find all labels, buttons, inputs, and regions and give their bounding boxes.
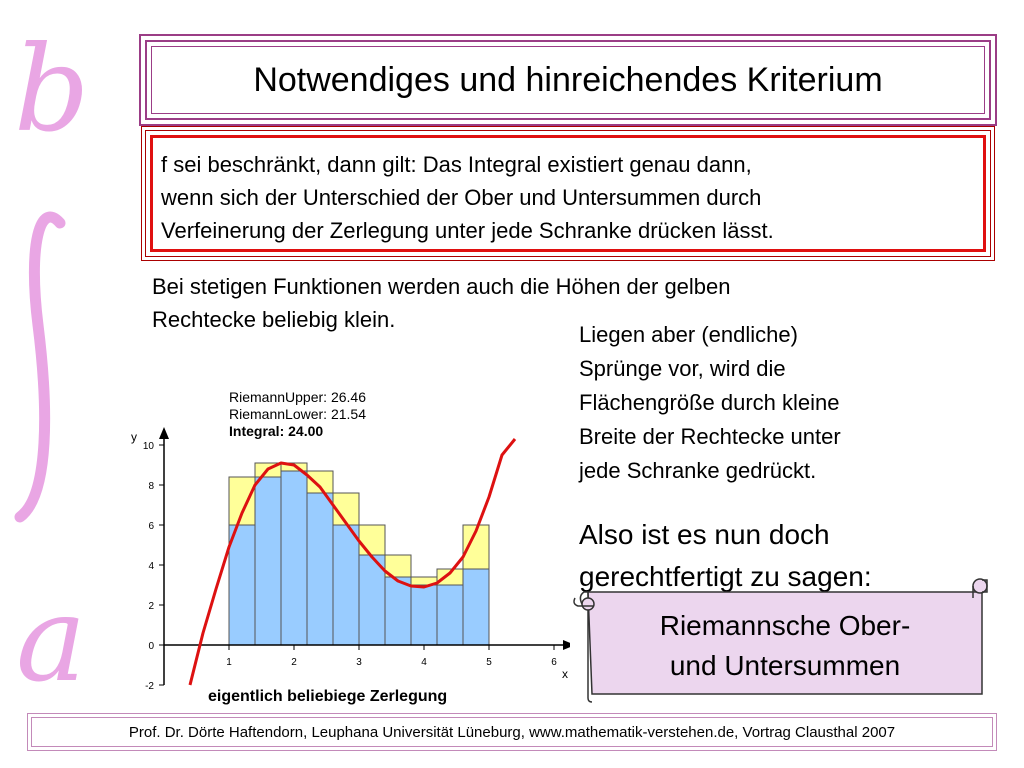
integral-label: Integral: — [229, 423, 285, 439]
lower-sum-bar — [385, 577, 411, 645]
scroll-line: und Untersummen — [669, 650, 901, 681]
lower-sum-bar — [255, 477, 281, 645]
lower-sum-bar — [437, 585, 463, 645]
y-tick-label: 0 — [148, 641, 154, 652]
theorem-frame — [145, 130, 991, 257]
y-axis-arrow-icon — [159, 427, 169, 439]
footer-text: Prof. Dr. Dörte Haftendorn, Leuphana Universität Lüneburg, www.mathematik-verstehen.de, Vortrag Clausthal 2007 — [128, 723, 896, 741]
theorem-text — [161, 148, 774, 247]
x-axis-label: x — [562, 667, 568, 681]
note-line: Sprünge vor, wird die — [579, 356, 786, 381]
x-tick-label: 2 — [291, 657, 297, 668]
note-line: Bei stetigen Funktionen werden auch die Höhen der gelben — [152, 274, 731, 299]
riemann-lower-value: 21.54 — [330, 406, 366, 422]
x-tick-label: 6 — [551, 657, 557, 668]
upper-limit-letter-b: b — [14, 20, 90, 158]
lower-sum-bar — [229, 525, 255, 645]
y-tick-label: 6 — [148, 521, 154, 532]
conclusion-line: Also ist es nun doch — [579, 519, 830, 550]
scroll-line: Riemannsche Ober- — [659, 610, 911, 641]
lower-sum-bar — [307, 493, 333, 645]
lower-sum-bar — [281, 471, 307, 645]
lower-limit-letter-a: a — [16, 570, 87, 708]
integral-row — [229, 423, 366, 440]
y-tick-label: 4 — [148, 561, 154, 572]
riemann-upper-value: 26.46 — [330, 389, 366, 405]
y-tick-label: 2 — [148, 601, 154, 612]
x-tick-label: 1 — [226, 657, 232, 668]
x-axis-arrow-icon — [563, 640, 570, 650]
y-tick-label: 10 — [142, 441, 154, 452]
scroll-text — [594, 606, 976, 686]
note-line: Flächengröße durch kleine — [579, 390, 840, 415]
slide-title: Notwendiges und hinreichendes Kriterium — [253, 60, 883, 99]
title-frame — [145, 40, 991, 120]
lower-sum-bar — [333, 525, 359, 645]
theorem-line: Verfeinerung der Zerlegung unter jede Schranke drücken lässt. — [161, 218, 774, 243]
theorem-line: f sei beschränkt, dann gilt: Das Integral existiert genau dann, — [161, 152, 752, 177]
lower-sum-bar — [411, 585, 437, 645]
lower-sum-bar — [463, 569, 489, 645]
y-tick-label: -2 — [145, 681, 154, 690]
footer-inner — [31, 717, 993, 747]
riemann-info — [229, 389, 366, 440]
riemann-upper-row — [229, 389, 366, 406]
jump-discontinuities-note — [579, 318, 841, 488]
note-line: Breite der Rechtecke unter — [579, 424, 841, 449]
x-tick-label: 3 — [356, 657, 362, 668]
y-tick-label: 8 — [148, 481, 154, 492]
theorem-line: wenn sich der Unterschied der Ober und Untersummen durch — [161, 185, 762, 210]
y-axis-label: y — [131, 430, 137, 444]
note-line: Liegen aber (endliche) — [579, 322, 798, 347]
conclusion-line: gerechtfertigt zu sagen: — [579, 561, 872, 592]
footer-frame — [27, 713, 997, 751]
chart-caption: eigentlich beliebiege Zerlegung — [208, 688, 448, 705]
riemann-lower-row — [229, 406, 366, 423]
riemann-lower-label: RiemannLower: — [229, 406, 328, 422]
x-tick-label: 4 — [421, 657, 427, 668]
x-tick-label: 5 — [486, 657, 492, 668]
riemann-upper-label: RiemannUpper: — [229, 389, 328, 405]
integral-value: 24.00 — [288, 423, 324, 439]
title-inner-frame — [151, 46, 985, 114]
theorem-box — [150, 135, 986, 252]
integral-sign-icon — [0, 205, 80, 535]
note-line: Rechtecke beliebig klein. — [152, 307, 396, 332]
note-line: jede Schranke gedrückt. — [579, 458, 817, 483]
